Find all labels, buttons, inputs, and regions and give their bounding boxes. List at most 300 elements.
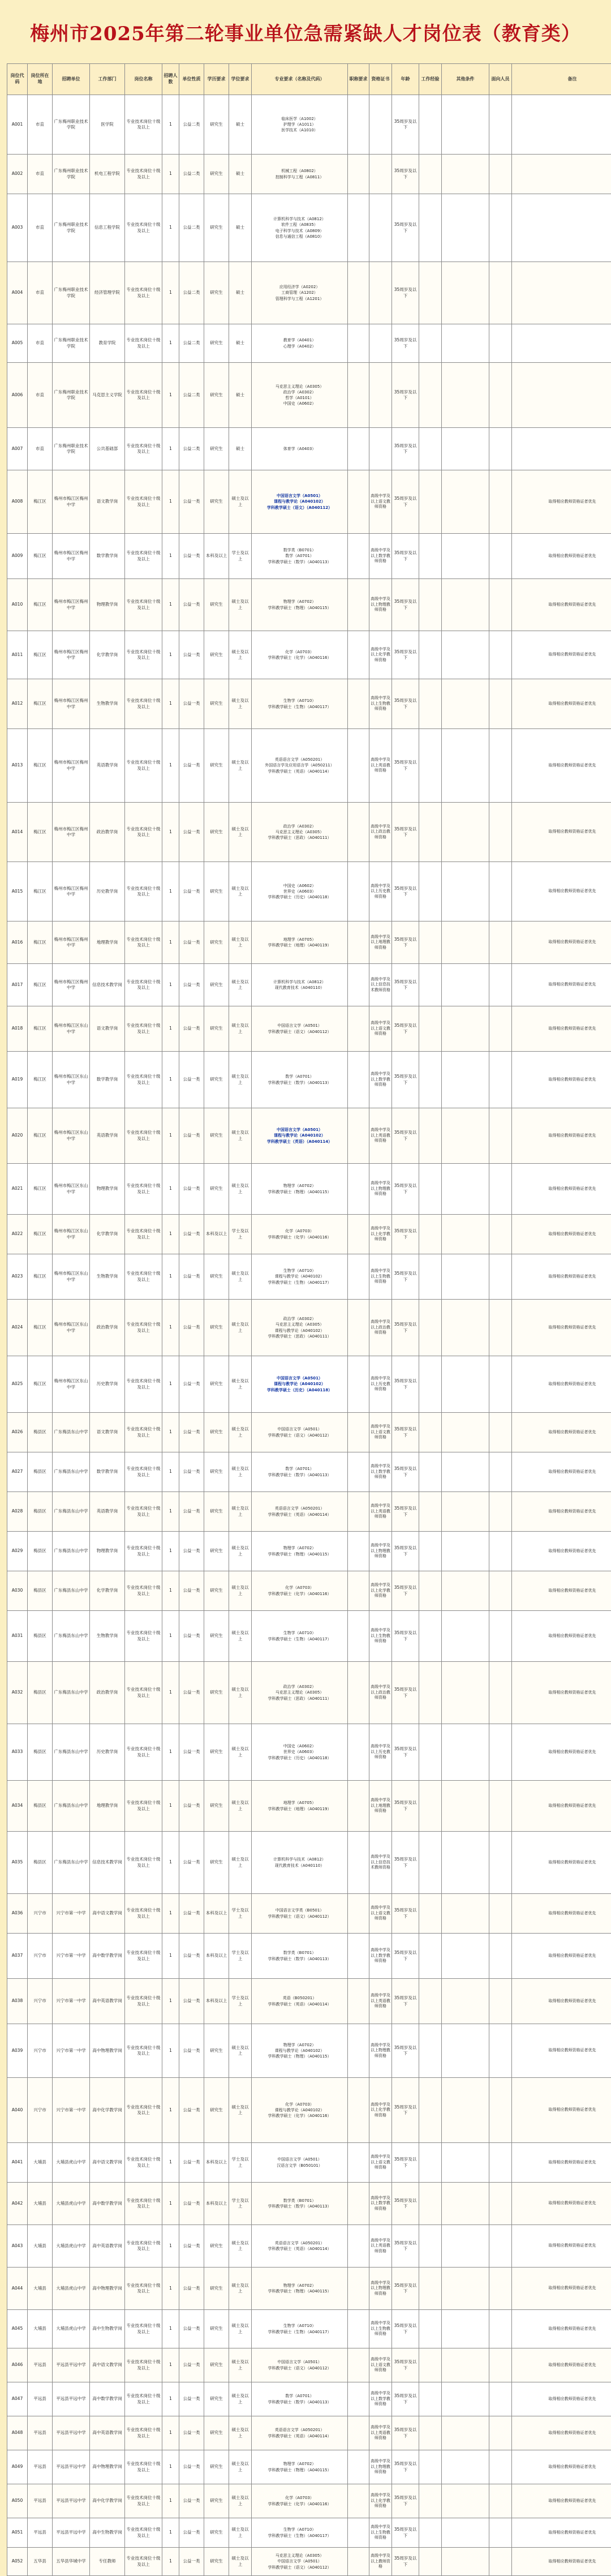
unit-nature: 公益一类: [179, 534, 204, 579]
department: 高中生物教学岗: [90, 2518, 125, 2548]
major-requirement: 中国语言文学（A0501） 课程与教学论（A040102） 学科教学硕士（英语）（A040114）: [252, 1108, 348, 1164]
employer: 梅州市梅江区梅州中学: [53, 729, 90, 803]
unit-nature: 公益一类: [179, 1300, 204, 1356]
remarks: 取得相应教师资格证者优先: [512, 1215, 611, 1254]
department: 医学院: [90, 95, 125, 155]
other-conditions: [442, 1356, 489, 1413]
post-code: A001: [7, 95, 28, 155]
certificate: 高级中学及以上数学教师资格: [369, 2183, 392, 2225]
location: 梅江区: [28, 1108, 53, 1164]
target-group: [489, 921, 512, 964]
table-row: [7, 631, 611, 679]
major-requirement: 物理学（A0702） 学科教学硕士（物理）（A040115）: [252, 579, 348, 631]
headcount: 1: [162, 803, 179, 862]
table-row: [7, 1611, 611, 1662]
department: 机电工程学院: [90, 155, 125, 194]
major-requirement: 英语语言文学（A050201） 外国语言学及应用语言学（A050211） 学科教学硕士（英语）（A040114）: [252, 729, 348, 803]
degree: 学士及以上: [229, 2183, 252, 2225]
target-group: [489, 2450, 512, 2484]
education: 研究生: [204, 1108, 229, 1164]
remarks: 取得相应教师资格证者优先: [512, 2310, 611, 2348]
table-row: [7, 729, 611, 803]
work-experience: [419, 729, 442, 803]
remarks: 取得相应教师资格证者优先: [512, 1052, 611, 1108]
work-experience: [419, 1571, 442, 1611]
employer: 广东梅州职业技术学院: [53, 428, 90, 470]
department: 高中生物教学岗: [90, 2310, 125, 2348]
post-code: A006: [7, 363, 28, 428]
department: 高中数学教学岗: [90, 2183, 125, 2225]
table-row: [7, 1662, 611, 1724]
headcount: 1: [162, 1492, 179, 1532]
work-experience: [419, 1006, 442, 1052]
work-experience: [419, 964, 442, 1006]
major-requirement: 中国语言文学（A0501） 汉语言文学（B050101）: [252, 2143, 348, 2183]
target-group: [489, 1832, 512, 1894]
post-name: 专业技术岗位十级及以上: [125, 2225, 162, 2268]
certificate: 高级中学及以上生物教师资格: [369, 679, 392, 729]
work-experience: [419, 262, 442, 324]
location: 梅江区: [28, 1006, 53, 1052]
education: 研究生: [204, 194, 229, 262]
employer: 广东梅州职业技术学院: [53, 324, 90, 363]
education: 本科及以上: [204, 2183, 229, 2225]
target-group: [489, 1356, 512, 1413]
target-group: [489, 1052, 512, 1108]
age-limit: 35周岁及以下: [392, 2484, 419, 2518]
table-row: [7, 95, 611, 155]
employer: 兴宁市第一中学: [53, 1894, 90, 1934]
table-row: [7, 2416, 611, 2450]
post-code: A023: [7, 1254, 28, 1300]
work-experience: [419, 1164, 442, 1215]
education: 本科及以上: [204, 1215, 229, 1254]
department: 高中语文教学岗: [90, 1894, 125, 1934]
post-name: 专业技术岗位十级及以上: [125, 194, 162, 262]
post-name: 专业技术岗位十级及以上: [125, 803, 162, 862]
work-experience: [419, 1832, 442, 1894]
title-requirement: [348, 1662, 369, 1724]
certificate: 高级中学及以上数学教师资格: [369, 1934, 392, 1979]
post-name: 专业技术岗位十级及以上: [125, 1452, 162, 1492]
table-row: [7, 2348, 611, 2382]
location: 梅江区: [28, 1356, 53, 1413]
post-code: A042: [7, 2183, 28, 2225]
major-requirement: 计算机科学与技术（A0812） 软件工程（A0835） 电子科学与技术（A0809） 信息与通信工程（A0810）: [252, 194, 348, 262]
post-code: A051: [7, 2518, 28, 2548]
employer: 平远县平远中学: [53, 2382, 90, 2416]
column-header: 单位性质: [179, 64, 204, 95]
work-experience: [419, 2268, 442, 2310]
department: 化学教学岗: [90, 1571, 125, 1611]
headcount: 1: [162, 262, 179, 324]
employer: 平远县平远中学: [53, 2348, 90, 2382]
title-requirement: [348, 1052, 369, 1108]
age-limit: 35周岁及以下: [392, 729, 419, 803]
certificate: 高级中学及以上语文教师资格: [369, 470, 392, 534]
unit-nature: 公益一类: [179, 1413, 204, 1452]
post-code: A032: [7, 1662, 28, 1724]
headcount: 1: [162, 631, 179, 679]
employer: 梅州市梅江区梅州中学: [53, 470, 90, 534]
department: 高中物理教学岗: [90, 2024, 125, 2078]
post-code: A036: [7, 1894, 28, 1934]
department: 数学教学岗: [90, 1452, 125, 1492]
certificate: [369, 428, 392, 470]
unit-nature: 公益一类: [179, 1356, 204, 1413]
certificate: 高级中学及以上物理教师资格: [369, 2268, 392, 2310]
other-conditions: [442, 1832, 489, 1894]
remarks: 取得相应教师资格证者优先: [512, 964, 611, 1006]
major-requirement: 教育学（A0401） 心理学（A0402）: [252, 324, 348, 363]
degree: 硕士: [229, 155, 252, 194]
education: 研究生: [204, 631, 229, 679]
major-requirement: 化学（A0703） 学科教学硕士（化学）（A040116）: [252, 1571, 348, 1611]
department: 信息工程学院: [90, 194, 125, 262]
other-conditions: [442, 1164, 489, 1215]
location: 市直: [28, 95, 53, 155]
age-limit: 35周岁及以下: [392, 1894, 419, 1934]
table-row: [7, 2450, 611, 2484]
major-requirement: 中国史（A0602） 世界史（A0603） 学科教学硕士（历史）（A040118）: [252, 1724, 348, 1781]
degree: 硕士及以上: [229, 2382, 252, 2416]
certificate: 高级中学及以上信息技术教师资格: [369, 964, 392, 1006]
remarks: [512, 194, 611, 262]
age-limit: 35周岁及以下: [392, 2450, 419, 2484]
degree: 硕士及以上: [229, 1724, 252, 1781]
age-limit: 35周岁及以下: [392, 1254, 419, 1300]
degree: 硕士及以上: [229, 1611, 252, 1662]
title-requirement: [348, 428, 369, 470]
post-code: A041: [7, 2143, 28, 2183]
unit-nature: 公益一类: [179, 2225, 204, 2268]
title-requirement: [348, 1611, 369, 1662]
headcount: 1: [162, 1611, 179, 1662]
employer: 广东梅县东山中学: [53, 1413, 90, 1452]
employer: 梅州市梅江区东山中学: [53, 1164, 90, 1215]
unit-nature: 公益一类: [179, 921, 204, 964]
age-limit: 35周岁及以下: [392, 579, 419, 631]
location: 兴宁市: [28, 2024, 53, 2078]
remarks: 取得相应教师资格证者优先: [512, 2078, 611, 2143]
remarks: 取得相应教师资格证者优先: [512, 1724, 611, 1781]
education: 研究生: [204, 1356, 229, 1413]
major-requirement: 生物学（A0710） 学科教学硕士（生物）（A040117）: [252, 2310, 348, 2348]
education: 研究生: [204, 862, 229, 921]
table-row: [7, 1532, 611, 1571]
post-code: A005: [7, 324, 28, 363]
certificate: [369, 155, 392, 194]
work-experience: [419, 2382, 442, 2416]
employer: 梅州市梅江区东山中学: [53, 1356, 90, 1413]
work-experience: [419, 1724, 442, 1781]
age-limit: 35周岁及以下: [392, 470, 419, 534]
target-group: [489, 428, 512, 470]
certificate: 高级中学及以上生物教师资格: [369, 2310, 392, 2348]
post-name: 专业技术岗位十级及以上: [125, 679, 162, 729]
unit-nature: 公益一类: [179, 2310, 204, 2348]
degree: 学士及以上: [229, 1215, 252, 1254]
employer: 广东梅县东山中学: [53, 1662, 90, 1724]
certificate: 高级中学及以上语文教师资格: [369, 1413, 392, 1452]
post-code: A004: [7, 262, 28, 324]
remarks: 取得相应教师资格证者优先: [512, 2484, 611, 2518]
major-requirement: 数学（A0701） 学科教学硕士（数学）（A040113）: [252, 2382, 348, 2416]
title-requirement: [348, 803, 369, 862]
post-name: 专业技术岗位十级及以上: [125, 1832, 162, 1894]
column-header: 面向人员: [489, 64, 512, 95]
headcount: 1: [162, 1452, 179, 1492]
location: 大埔县: [28, 2225, 53, 2268]
target-group: [489, 2268, 512, 2310]
post-name: 专业技术岗位十级及以上: [125, 2484, 162, 2518]
headcount: 1: [162, 470, 179, 534]
certificate: 高级中学及以上化学教师资格: [369, 2484, 392, 2518]
post-code: A022: [7, 1215, 28, 1254]
age-limit: 35周岁及以下: [392, 1724, 419, 1781]
age-limit: 35周岁及以下: [392, 1452, 419, 1492]
title-requirement: [348, 2024, 369, 2078]
target-group: [489, 1215, 512, 1254]
column-header: 学历要求: [204, 64, 229, 95]
headcount: 1: [162, 1254, 179, 1300]
title-requirement: [348, 1215, 369, 1254]
location: 平远县: [28, 2484, 53, 2518]
post-name: 专业技术岗位十级及以上: [125, 579, 162, 631]
certificate: 高级中学及以上生物教师资格: [369, 1611, 392, 1662]
column-header: 招聘人数: [162, 64, 179, 95]
unit-nature: 公益一类: [179, 1006, 204, 1052]
headcount: 1: [162, 324, 179, 363]
table-row: [7, 2268, 611, 2310]
remarks: 取得相应教师资格证者优先: [512, 1571, 611, 1611]
major-requirement: 应用经济学（A0202） 工商管理（A1202） 管理科学与工程（A1201）: [252, 262, 348, 324]
target-group: [489, 1452, 512, 1492]
table-row: [7, 921, 611, 964]
department: 物理教学岗: [90, 1164, 125, 1215]
post-name: 专业技术岗位十级及以上: [125, 2268, 162, 2310]
post-code: A015: [7, 862, 28, 921]
work-experience: [419, 579, 442, 631]
employer: 平远县平远中学: [53, 2416, 90, 2450]
work-experience: [419, 1356, 442, 1413]
unit-nature: 公益二类: [179, 428, 204, 470]
location: 兴宁市: [28, 1934, 53, 1979]
certificate: 高级中学及以上数学教师资格: [369, 1452, 392, 1492]
remarks: [512, 262, 611, 324]
degree: 硕士及以上: [229, 2548, 252, 2576]
title-requirement: [348, 1108, 369, 1164]
major-requirement: 物理学（A0702） 学科教学硕士（物理）（A040115）: [252, 2450, 348, 2484]
employer: 兴宁市第一中学: [53, 1979, 90, 2024]
headcount: 1: [162, 2024, 179, 2078]
location: 梅江区: [28, 631, 53, 679]
column-header: 工作部门: [90, 64, 125, 95]
certificate: 高级中学及以上英语教师资格: [369, 1979, 392, 2024]
other-conditions: [442, 579, 489, 631]
post-code: A013: [7, 729, 28, 803]
title-requirement: [348, 2183, 369, 2225]
age-limit: 35周岁及以下: [392, 1052, 419, 1108]
post-code: A048: [7, 2416, 28, 2450]
table-row: [7, 155, 611, 194]
age-limit: 35周岁及以下: [392, 2183, 419, 2225]
remarks: 取得相应教师资格证者优先: [512, 2518, 611, 2548]
work-experience: [419, 428, 442, 470]
certificate: 高级中学及以上语文教师资格: [369, 2348, 392, 2382]
unit-nature: 公益二类: [179, 363, 204, 428]
unit-nature: 公益一类: [179, 1492, 204, 1532]
headcount: 1: [162, 534, 179, 579]
post-code: A039: [7, 2024, 28, 2078]
post-code: A002: [7, 155, 28, 194]
post-name: 专业技术岗位十级及以上: [125, 155, 162, 194]
degree: 硕士及以上: [229, 2348, 252, 2382]
major-requirement: 生物学（A0710） 学科教学硕士（生物）（A040117）: [252, 679, 348, 729]
target-group: [489, 1532, 512, 1571]
certificate: 高级中学及以上英语教师资格: [369, 1108, 392, 1164]
table-row: [7, 1300, 611, 1356]
certificate: 高级中学及以上信息技术教师资格: [369, 1832, 392, 1894]
certificate: 高级中学及以上数学教师资格: [369, 1052, 392, 1108]
unit-nature: 公益一类: [179, 1832, 204, 1894]
headcount: 1: [162, 1052, 179, 1108]
table-row: [7, 2143, 611, 2183]
certificate: 高级中学及以上英语教师资格: [369, 1492, 392, 1532]
degree: 硕士及以上: [229, 964, 252, 1006]
education: 研究生: [204, 2024, 229, 2078]
degree: 硕士及以上: [229, 470, 252, 534]
remarks: 取得相应教师资格证者优先: [512, 1492, 611, 1532]
education: 研究生: [204, 470, 229, 534]
target-group: [489, 1662, 512, 1724]
degree: 硕士及以上: [229, 1492, 252, 1532]
other-conditions: [442, 95, 489, 155]
major-requirement: 中国语言文学（A0501） 课程与教学论（A040102） 学科教学硕士（历史）（A040118）: [252, 1356, 348, 1413]
post-name: 专业技术岗位十级及以上: [125, 1006, 162, 1052]
title-requirement: [348, 579, 369, 631]
education: 研究生: [204, 1413, 229, 1452]
unit-nature: 公益一类: [179, 470, 204, 534]
remarks: 取得相应教师资格证者优先: [512, 470, 611, 534]
post-code: A033: [7, 1724, 28, 1781]
major-requirement: 中国语言文学类（B0501） 学科教学硕士（语文）（A040112）: [252, 1894, 348, 1934]
age-limit: 35周岁及以下: [392, 1356, 419, 1413]
employer: 大埔县虎山中学: [53, 2268, 90, 2310]
column-header: 其他条件: [442, 64, 489, 95]
unit-nature: 公益二类: [179, 95, 204, 155]
column-header: 备注: [512, 64, 611, 95]
target-group: [489, 2225, 512, 2268]
work-experience: [419, 2484, 442, 2518]
department: 英语教学岗: [90, 1108, 125, 1164]
table-row: [7, 363, 611, 428]
employer: 梅州市梅江区梅州中学: [53, 534, 90, 579]
unit-nature: 公益一类: [179, 2348, 204, 2382]
table-row: [7, 534, 611, 579]
location: 梅县区: [28, 1611, 53, 1662]
employer: 兴宁市第一中学: [53, 2078, 90, 2143]
table-row: [7, 964, 611, 1006]
degree: 硕士: [229, 363, 252, 428]
target-group: [489, 729, 512, 803]
major-requirement: 数学类（B0701） 数学（A0701） 学科教学硕士（数学）（A040113）: [252, 534, 348, 579]
education: 研究生: [204, 2268, 229, 2310]
education: 研究生: [204, 2310, 229, 2348]
post-code: A014: [7, 803, 28, 862]
work-experience: [419, 1894, 442, 1934]
age-limit: 35周岁及以下: [392, 964, 419, 1006]
location: 市直: [28, 428, 53, 470]
title-requirement: [348, 155, 369, 194]
location: 兴宁市: [28, 2078, 53, 2143]
work-experience: [419, 862, 442, 921]
education: 研究生: [204, 964, 229, 1006]
remarks: 取得相应教师资格证者优先: [512, 2225, 611, 2268]
location: 梅江区: [28, 1254, 53, 1300]
employer: 五华县华城中学: [53, 2548, 90, 2576]
target-group: [489, 2518, 512, 2548]
employer: 梅州市梅江区东山中学: [53, 1215, 90, 1254]
table-row: [7, 579, 611, 631]
headcount: 1: [162, 95, 179, 155]
education: 研究生: [204, 729, 229, 803]
certificate: 高级中学及以上生物教师资格: [369, 1254, 392, 1300]
headcount: 1: [162, 1413, 179, 1452]
post-code: A025: [7, 1356, 28, 1413]
other-conditions: [442, 428, 489, 470]
unit-nature: 公益一类: [179, 729, 204, 803]
title-requirement: [348, 1492, 369, 1532]
certificate: 高级中学及以上数学教师资格: [369, 534, 392, 579]
employer: 平远县平远中学: [53, 2518, 90, 2548]
unit-nature: 公益二类: [179, 194, 204, 262]
age-limit: 35周岁及以下: [392, 1662, 419, 1724]
remarks: 取得相应教师资格证者优先: [512, 1979, 611, 2024]
employer: 梅州市梅江区东山中学: [53, 1300, 90, 1356]
unit-nature: 公益一类: [179, 2143, 204, 2183]
headcount: 1: [162, 1300, 179, 1356]
employer: 梅州市梅江区东山中学: [53, 1108, 90, 1164]
headcount: 1: [162, 921, 179, 964]
post-code: A043: [7, 2225, 28, 2268]
age-limit: 35周岁及以下: [392, 1108, 419, 1164]
headcount: 1: [162, 2450, 179, 2484]
remarks: 取得相应教师资格证者优先: [512, 2382, 611, 2416]
unit-nature: 公益一类: [179, 631, 204, 679]
education: 本科及以上: [204, 1934, 229, 1979]
table-row: [7, 1979, 611, 2024]
education: 研究生: [204, 1662, 229, 1724]
unit-nature: 公益二类: [179, 262, 204, 324]
location: 梅江区: [28, 1215, 53, 1254]
post-code: A024: [7, 1300, 28, 1356]
unit-nature: 公益一类: [179, 1215, 204, 1254]
table-row: [7, 2225, 611, 2268]
education: 研究生: [204, 679, 229, 729]
department: 高中英语教学岗: [90, 2225, 125, 2268]
employer: 广东梅县东山中学: [53, 1724, 90, 1781]
post-code: A045: [7, 2310, 28, 2348]
target-group: [489, 1108, 512, 1164]
certificate: 高级中学及以上化学教师资格: [369, 1571, 392, 1611]
other-conditions: [442, 2310, 489, 2348]
department: 政治教学岗: [90, 1662, 125, 1724]
post-code: A012: [7, 679, 28, 729]
unit-nature: 公益一类: [179, 2416, 204, 2450]
certificate: 高级中学及以上化学教师资格: [369, 631, 392, 679]
employer: 梅州市梅江区梅州中学: [53, 631, 90, 679]
